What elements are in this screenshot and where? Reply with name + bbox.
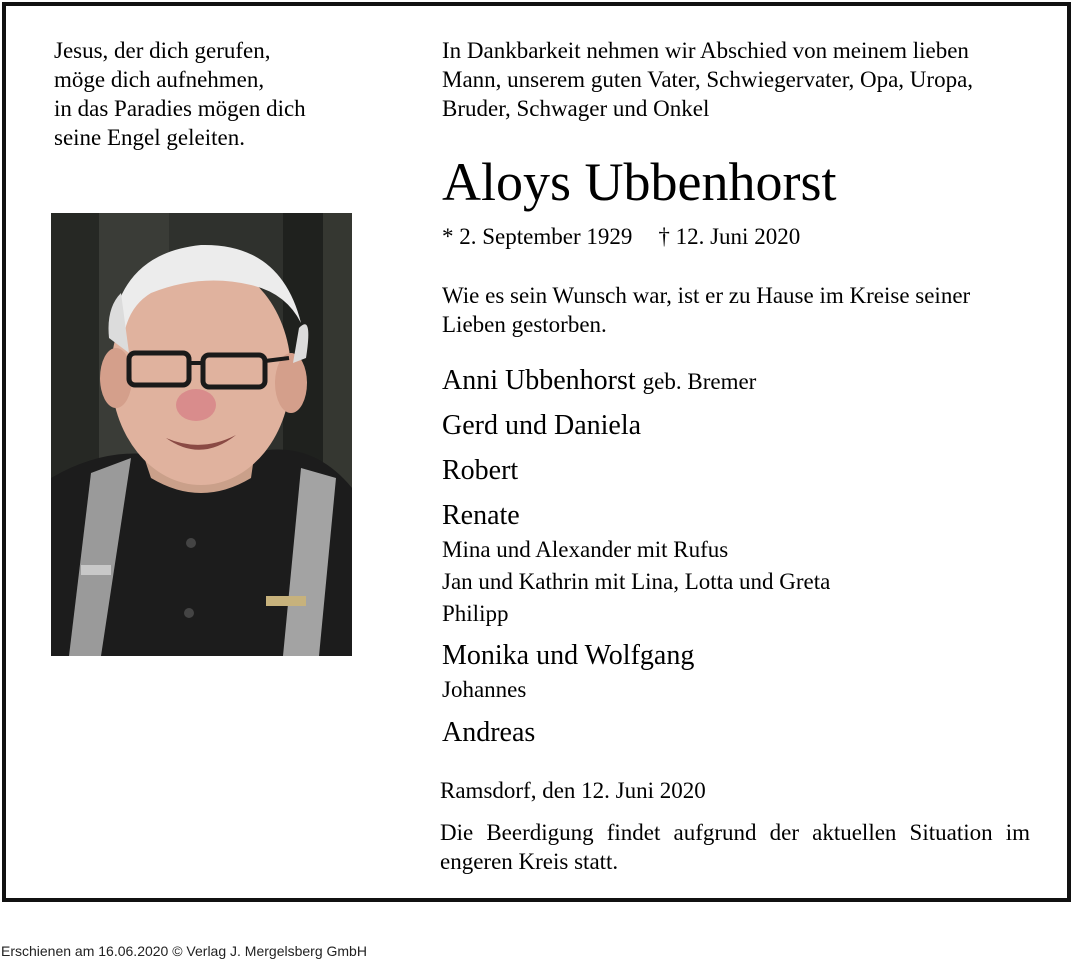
- family-grandchild: Mina und Alexander mit Rufus: [442, 537, 729, 562]
- intro-line: In Dankbarkeit nehmen wir Abschied von meinem lieben: [442, 38, 969, 63]
- poem-line: möge dich aufnehmen,: [54, 67, 265, 92]
- family-grandchild: Philipp: [442, 601, 509, 626]
- family-member: Gerd und Daniela: [442, 410, 642, 441]
- family-member: Andreas: [442, 717, 536, 748]
- wife-name: Anni Ubbenhorst: [442, 365, 636, 396]
- intro-text: [442, 36, 973, 123]
- poem-line: in das Paradies mögen dich: [54, 96, 306, 121]
- intro-line: Mann, unserem guten Vater, Schwiegervater, Opa, Uropa,: [442, 67, 974, 92]
- deceased-name: Aloys Ubbenhorst: [442, 152, 837, 212]
- place-and-date: Ramsdorf, den 12. Juni 2020: [440, 778, 706, 803]
- wish-line: Lieben gestorben.: [442, 312, 607, 337]
- family-member: Monika und Wolfgang: [442, 640, 695, 671]
- wish-text: [442, 281, 970, 339]
- family-grandchild: Jan und Kathrin mit Lina, Lotta und Greta: [442, 569, 831, 594]
- publication-footer: Erschienen am 16.06.2020 © Verlag J. Mergelsberg GmbH: [1, 943, 367, 959]
- poem-line: Jesus, der dich gerufen,: [54, 38, 271, 63]
- family-wife: [442, 364, 756, 399]
- life-dates: [442, 222, 800, 252]
- family-member: Renate: [442, 500, 520, 531]
- family-member: Robert: [442, 455, 519, 486]
- poem-line: seine Engel geleiten.: [54, 125, 245, 150]
- burial-note: Die Beerdigung findet aufgrund der aktuellen Situation im engeren Kreis statt.: [440, 820, 1030, 874]
- death-date: † 12. Juni 2020: [658, 224, 801, 249]
- wife-maiden-name: geb. Bremer: [642, 369, 757, 394]
- wish-line: Wie es sein Wunsch war, ist er zu Hause im Kreise seiner: [442, 283, 971, 308]
- poem-block: [54, 36, 306, 152]
- portrait-photo: [51, 213, 352, 656]
- family-grandchild: Johannes: [442, 677, 527, 702]
- intro-line: Bruder, Schwager und Onkel: [442, 96, 710, 121]
- birth-date: * 2. September 1929: [442, 224, 633, 249]
